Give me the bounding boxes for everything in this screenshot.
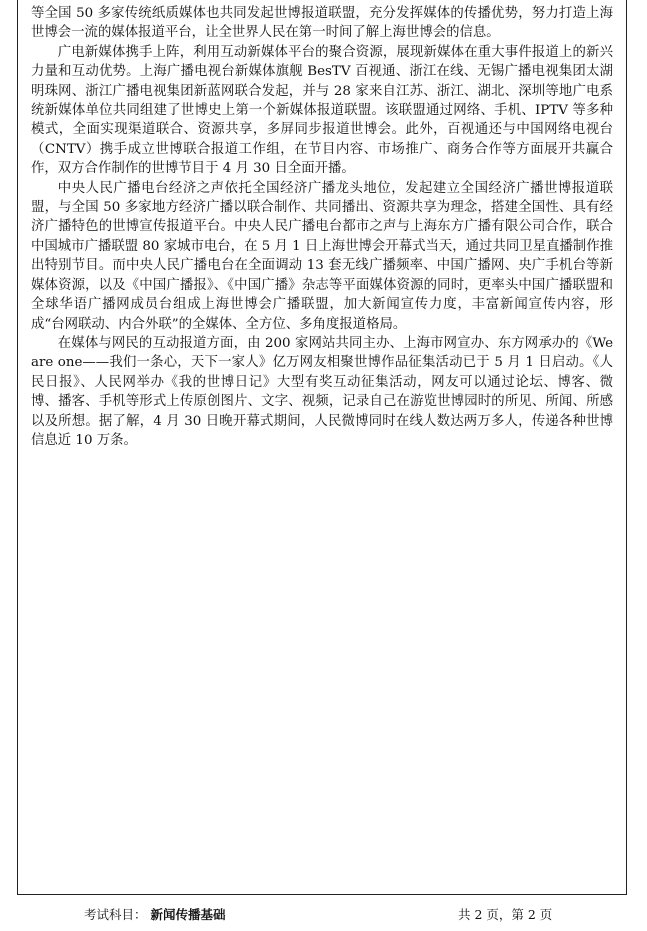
paragraph-new-media-alliance: 广电新媒体携手上阵，利用互动新媒体平台的聚合资源，展现新媒体在重大事件报道上的新兴力量和互动优势。上海广播电视台新媒体旗舰 BesTV 百视通、浙江在线、无锡广播电视集团太湖明珠网、浙江广播电视集团新蓝网联合发起，并与 28 家来自江苏、浙江、湖北、深圳等地广电系统新媒体单位共同组建了世博史上第一个新媒体报道联盟。该联盟通过网络、手机、IPTV 等多种模式，全面实现渠道联合、资源共享，多屏同步报道世博会。此外，百视通还与中国网络电视台（CNTV）携手成立世博联合报道工作组，在节目内容、市场推广、商务合作等方面展开共赢合作，双方合作制作的世博节目于 4 月 30 日全面开播。 <box>31 44 613 177</box>
exam-subject <box>84 905 226 925</box>
paragraph-continued: 等全国 50 多家传统纸质媒体也共同发起世博报道联盟，充分发挥媒体的传播优势，努力打造上海世博会一流的媒体报道平台，让全世界人民在第一时间了解上海世博会的信息。 <box>31 6 613 41</box>
page-number: 共 2 页，第 2 页 <box>458 907 553 922</box>
document-body <box>31 4 613 450</box>
paragraph-radio-alliance: 中央人民广播电台经济之声依托全国经济广播龙头地位，发起建立全国经济广播世博报道联盟，与全国 50 多家地方经济广播以联合制作、共同播出、资源共享为理念，搭建全国性、具有经济广播特色的世博宣传报道平台。中央人民广播电台都市之声与上海东方广播有限公司合作，联合中国城市广播联盟 80 家城市电台，在 5 月 1 日上海世博会开幕式当天，通过共同卫星直播制作推出特别节目。而中央人民广播电台在全面调动 13 套无线广播频率、中国广播网、央广手机台等新媒体资源，以及《中国广播报》、《中国广播》杂志等平面媒体资源的同时，更率头中国广播联盟和全球华语广播网成员台组成上海世博会广播联盟，加大新闻宣传力度，丰富新闻宣传内容，形成“台网联动、内合外联”的全媒体、全方位、多角度报道格局。 <box>31 180 613 332</box>
exam-subject-value: 新闻传播基础 <box>150 907 226 922</box>
page-footer <box>0 905 647 925</box>
paragraph-netizen-interaction: 在媒体与网民的互动报道方面，由 200 家网站共同主办、上海市网宣办、东方网承办的《We are one——我们一条心，天下一家人》亿万网友相聚世博作品征集活动已于 5 月 1 日启动。《人民日报》、人民网举办《我的世博日记》大型有奖互动征集活动，网友可以通过论坛、博客、微博、播客、手机等形式上传原创图片、文字、视频，记录自己在游览世博园时的所见、所闻、所感以及所想。据了解，4 月 30 日晚开幕式期间，人民微博同时在线人数达两万多人，传递各种世博信息近 10 万条。 <box>31 335 613 448</box>
exam-subject-label: 考试科目： <box>84 907 147 922</box>
